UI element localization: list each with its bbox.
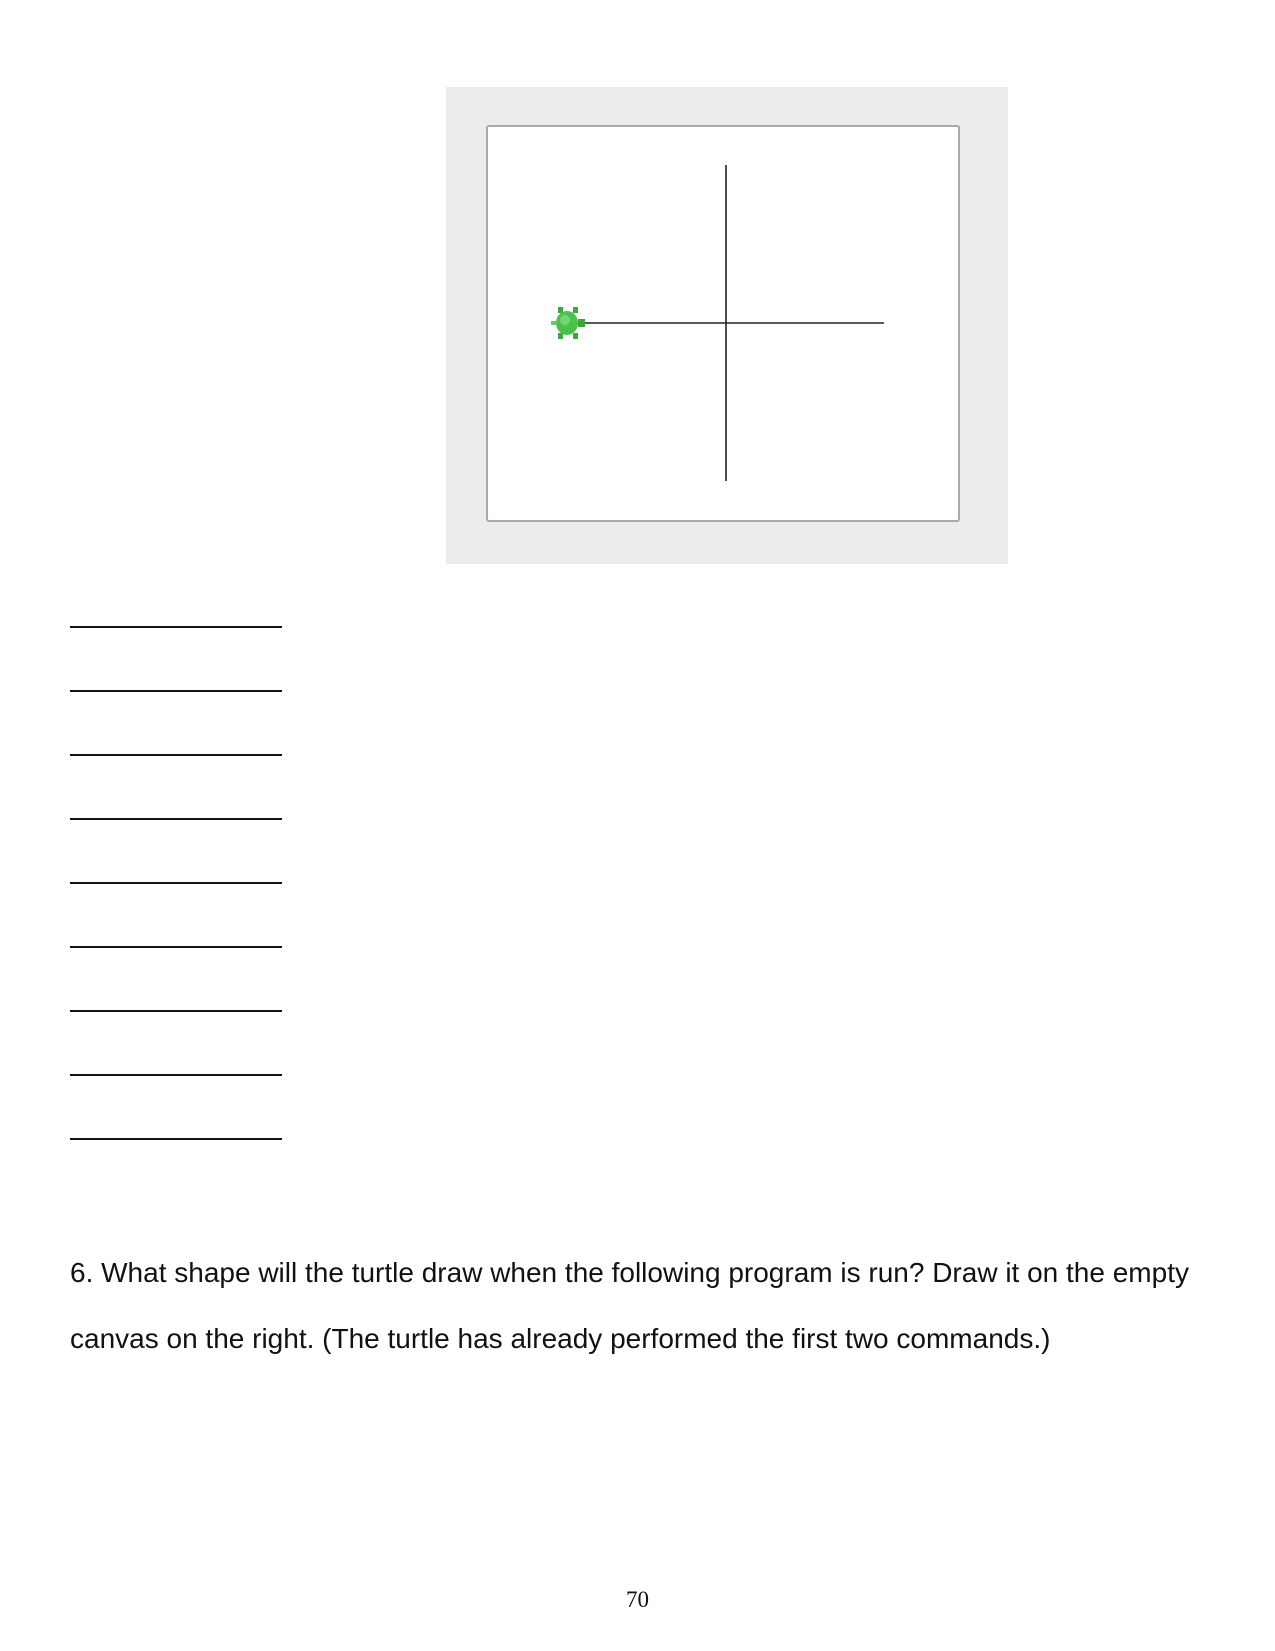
turtle-drawing: [488, 127, 958, 520]
answer-line[interactable]: [70, 1138, 282, 1140]
answer-line[interactable]: [70, 1010, 282, 1012]
page-number: 70: [626, 1587, 649, 1612]
answer-line[interactable]: [70, 882, 282, 884]
answer-line[interactable]: [70, 1074, 282, 1076]
turtle-canvas: [486, 125, 960, 522]
answer-lines: [70, 0, 282, 1200]
answer-line[interactable]: [70, 690, 282, 692]
turtle-icon: [551, 307, 585, 339]
answer-line[interactable]: [70, 626, 282, 628]
question-6-text: 6. What shape will the turtle draw when the following program is run? Draw it on the empty canvas on the right. (The turtle has already performed the first two commands.): [70, 1257, 1189, 1354]
answer-line[interactable]: [70, 818, 282, 820]
turtle-figure-frame: [446, 87, 1008, 564]
answer-line[interactable]: [70, 754, 282, 756]
answer-line[interactable]: [70, 946, 282, 948]
